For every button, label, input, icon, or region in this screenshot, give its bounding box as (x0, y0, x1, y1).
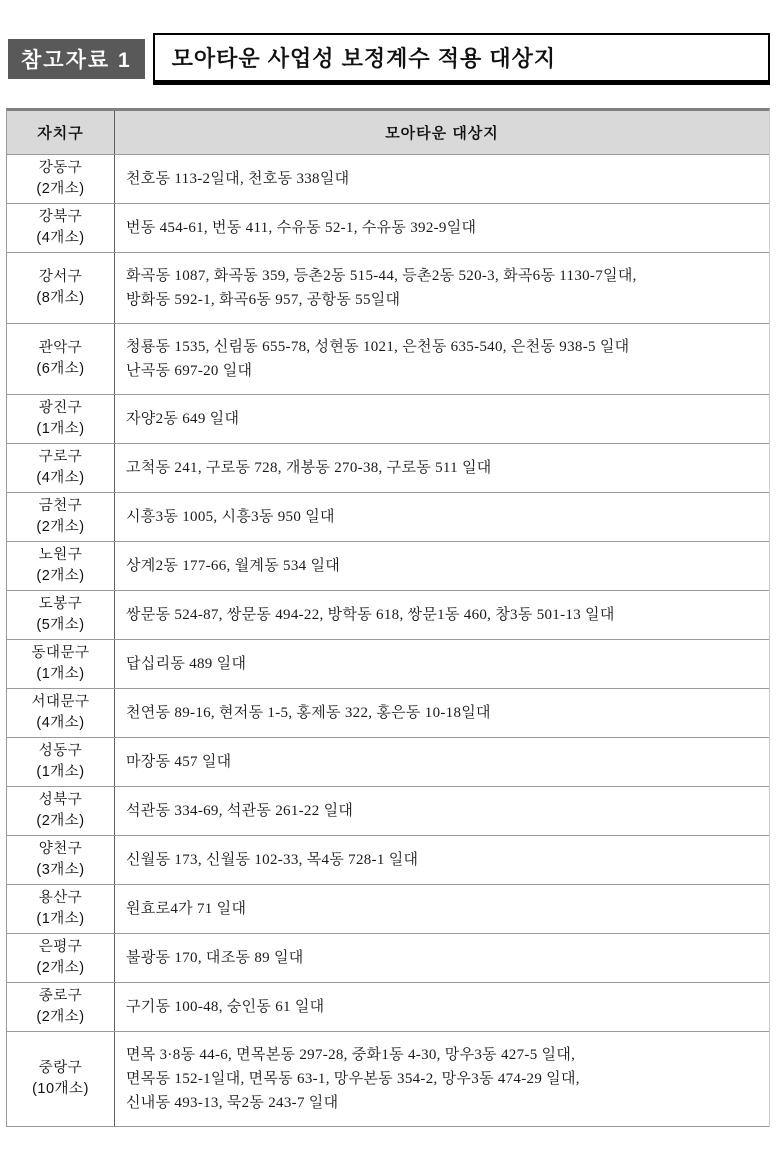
sites-cell (115, 253, 769, 323)
district-name: 중랑구 (38, 1060, 83, 1076)
site-line-text: 구기동 100-48, 숭인동 61 일대 (126, 999, 325, 1015)
district-cell (7, 444, 115, 492)
sites-cell (115, 542, 769, 590)
district-cell (7, 885, 115, 933)
sites-cell (115, 640, 769, 688)
district-name: 강북구 (38, 209, 83, 225)
district-cell (7, 493, 115, 541)
sites-cell (115, 1032, 769, 1126)
table-row (7, 204, 769, 253)
sites-cell (115, 493, 769, 541)
district-count: (4개소) (36, 715, 85, 731)
table-row (7, 1032, 769, 1127)
site-line-text: 고척동 241, 구로동 728, 개봉동 270-38, 구로동 511 일대 (126, 460, 492, 476)
site-line-text: 방화동 592-1, 화곡6동 957, 공항동 55일대 (126, 292, 401, 308)
table-row (7, 787, 769, 836)
site-line-text: 천호동 113-2일대, 천호동 338일대 (126, 171, 350, 187)
table-row (7, 934, 769, 983)
site-line-text: 면목동 152-1일대, 면목동 63-1, 망우본동 354-2, 망우3동 474-29 일대, (126, 1071, 580, 1087)
district-name: 관악구 (38, 340, 83, 356)
table-row (7, 395, 769, 444)
site-line-text: 상계2동 177-66, 월계동 534 일대 (126, 558, 341, 574)
table-row (7, 983, 769, 1032)
table-row (7, 493, 769, 542)
sites-cell (115, 934, 769, 982)
site-line-text: 면목 3·8동 44-6, 면목본동 297-28, 중화1동 4-30, 망우3동 427-5 일대, (126, 1047, 576, 1063)
site-line-text: 쌍문동 524-87, 쌍문동 494-22, 방학동 618, 쌍문1동 460, 창3동 501-13 일대 (126, 607, 615, 623)
district-name: 광진구 (38, 400, 83, 416)
table-row (7, 324, 769, 395)
site-line-text: 청룡동 1535, 신림동 655-78, 성현동 1021, 은천동 635-540, 은천동 938-5 일대 (126, 339, 630, 355)
district-cell (7, 324, 115, 394)
district-count: (6개소) (36, 361, 85, 377)
table-row (7, 836, 769, 885)
sites-cell (115, 983, 769, 1031)
sites-cell (115, 738, 769, 786)
district-name: 용산구 (38, 890, 83, 906)
site-line-text: 난곡동 697-20 일대 (126, 363, 253, 379)
district-cell (7, 983, 115, 1031)
site-line-text: 마장동 457 일대 (126, 754, 232, 770)
district-cell (7, 253, 115, 323)
table-row (7, 738, 769, 787)
district-name: 강동구 (38, 160, 83, 176)
table-body (7, 155, 769, 1127)
district-count: (2개소) (36, 181, 85, 197)
district-count: (10개소) (32, 1081, 89, 1097)
site-line-text: 신내동 493-13, 묵2동 243-7 일대 (126, 1095, 339, 1111)
district-cell (7, 542, 115, 590)
district-name: 서대문구 (31, 694, 90, 710)
district-cell (7, 1032, 115, 1126)
site-line-text: 석관동 334-69, 석관동 261-22 일대 (126, 803, 354, 819)
district-count: (2개소) (36, 960, 85, 976)
column-header-sites: 모아타운 대상지 (385, 125, 499, 142)
table-row (7, 155, 769, 204)
site-line-text: 답십리동 489 일대 (126, 656, 247, 672)
table-row (7, 542, 769, 591)
sites-cell (115, 395, 769, 443)
moatown-table (6, 108, 770, 1127)
site-line-text: 자양2동 649 일대 (126, 411, 240, 427)
site-line-text: 천연동 89-16, 현저동 1-5, 홍제동 322, 홍은동 10-18일대 (126, 705, 491, 721)
district-count: (1개소) (36, 911, 85, 927)
table-row (7, 640, 769, 689)
site-line-text: 번동 454-61, 번동 411, 수유동 52-1, 수유동 392-9일대 (126, 220, 477, 236)
district-cell (7, 155, 115, 203)
district-name: 성북구 (38, 792, 83, 808)
district-name: 구로구 (38, 449, 83, 465)
district-cell (7, 787, 115, 835)
district-cell (7, 934, 115, 982)
district-count: (1개소) (36, 764, 85, 780)
sites-cell (115, 885, 769, 933)
sites-cell (115, 444, 769, 492)
sites-cell (115, 324, 769, 394)
district-cell (7, 738, 115, 786)
district-count: (5개소) (36, 617, 85, 633)
district-count: (2개소) (36, 568, 85, 584)
table-row (7, 689, 769, 738)
column-header-district: 자치구 (7, 111, 115, 154)
table-row (7, 885, 769, 934)
district-count: (4개소) (36, 230, 85, 246)
page-title: 모아타운 사업성 보정계수 적용 대상지 (153, 33, 770, 85)
district-count: (2개소) (36, 519, 85, 535)
district-name: 은평구 (38, 939, 83, 955)
district-count: (4개소) (36, 470, 85, 486)
district-name: 양천구 (38, 841, 83, 857)
sites-cell (115, 689, 769, 737)
district-cell (7, 395, 115, 443)
table-row (7, 591, 769, 640)
district-count: (2개소) (36, 813, 85, 829)
sites-cell (115, 787, 769, 835)
district-name: 성동구 (38, 743, 83, 759)
site-line-text: 원효로4가 71 일대 (126, 901, 247, 917)
site-line-text: 신월동 173, 신월동 102-33, 목4동 728-1 일대 (126, 852, 419, 868)
district-name: 강서구 (38, 269, 83, 285)
district-count: (1개소) (36, 666, 85, 682)
district-cell (7, 204, 115, 252)
reference-badge: 참고자료 1 (8, 39, 145, 79)
district-count: (8개소) (36, 290, 85, 306)
document-header (8, 33, 770, 85)
district-count: (1개소) (36, 421, 85, 437)
sites-cell (115, 155, 769, 203)
table-header-row (7, 111, 769, 155)
district-name: 도봉구 (38, 596, 83, 612)
district-name: 동대문구 (31, 645, 90, 661)
district-cell (7, 591, 115, 639)
district-cell (7, 689, 115, 737)
site-line-text: 시흥3동 1005, 시흥3동 950 일대 (126, 509, 335, 525)
district-name: 금천구 (38, 498, 83, 514)
sites-cell (115, 204, 769, 252)
district-cell (7, 640, 115, 688)
table-row (7, 253, 769, 324)
district-count: (3개소) (36, 862, 85, 878)
site-line-text: 화곡동 1087, 화곡동 359, 등촌2동 515-44, 등촌2동 520-3, 화곡6동 1130-7일대, (126, 268, 637, 284)
sites-cell (115, 836, 769, 884)
sites-cell (115, 591, 769, 639)
district-name: 노원구 (38, 547, 83, 563)
table-row (7, 444, 769, 493)
district-count: (2개소) (36, 1009, 85, 1025)
district-cell (7, 836, 115, 884)
site-line-text: 불광동 170, 대조동 89 일대 (126, 950, 304, 966)
district-name: 종로구 (38, 988, 83, 1004)
